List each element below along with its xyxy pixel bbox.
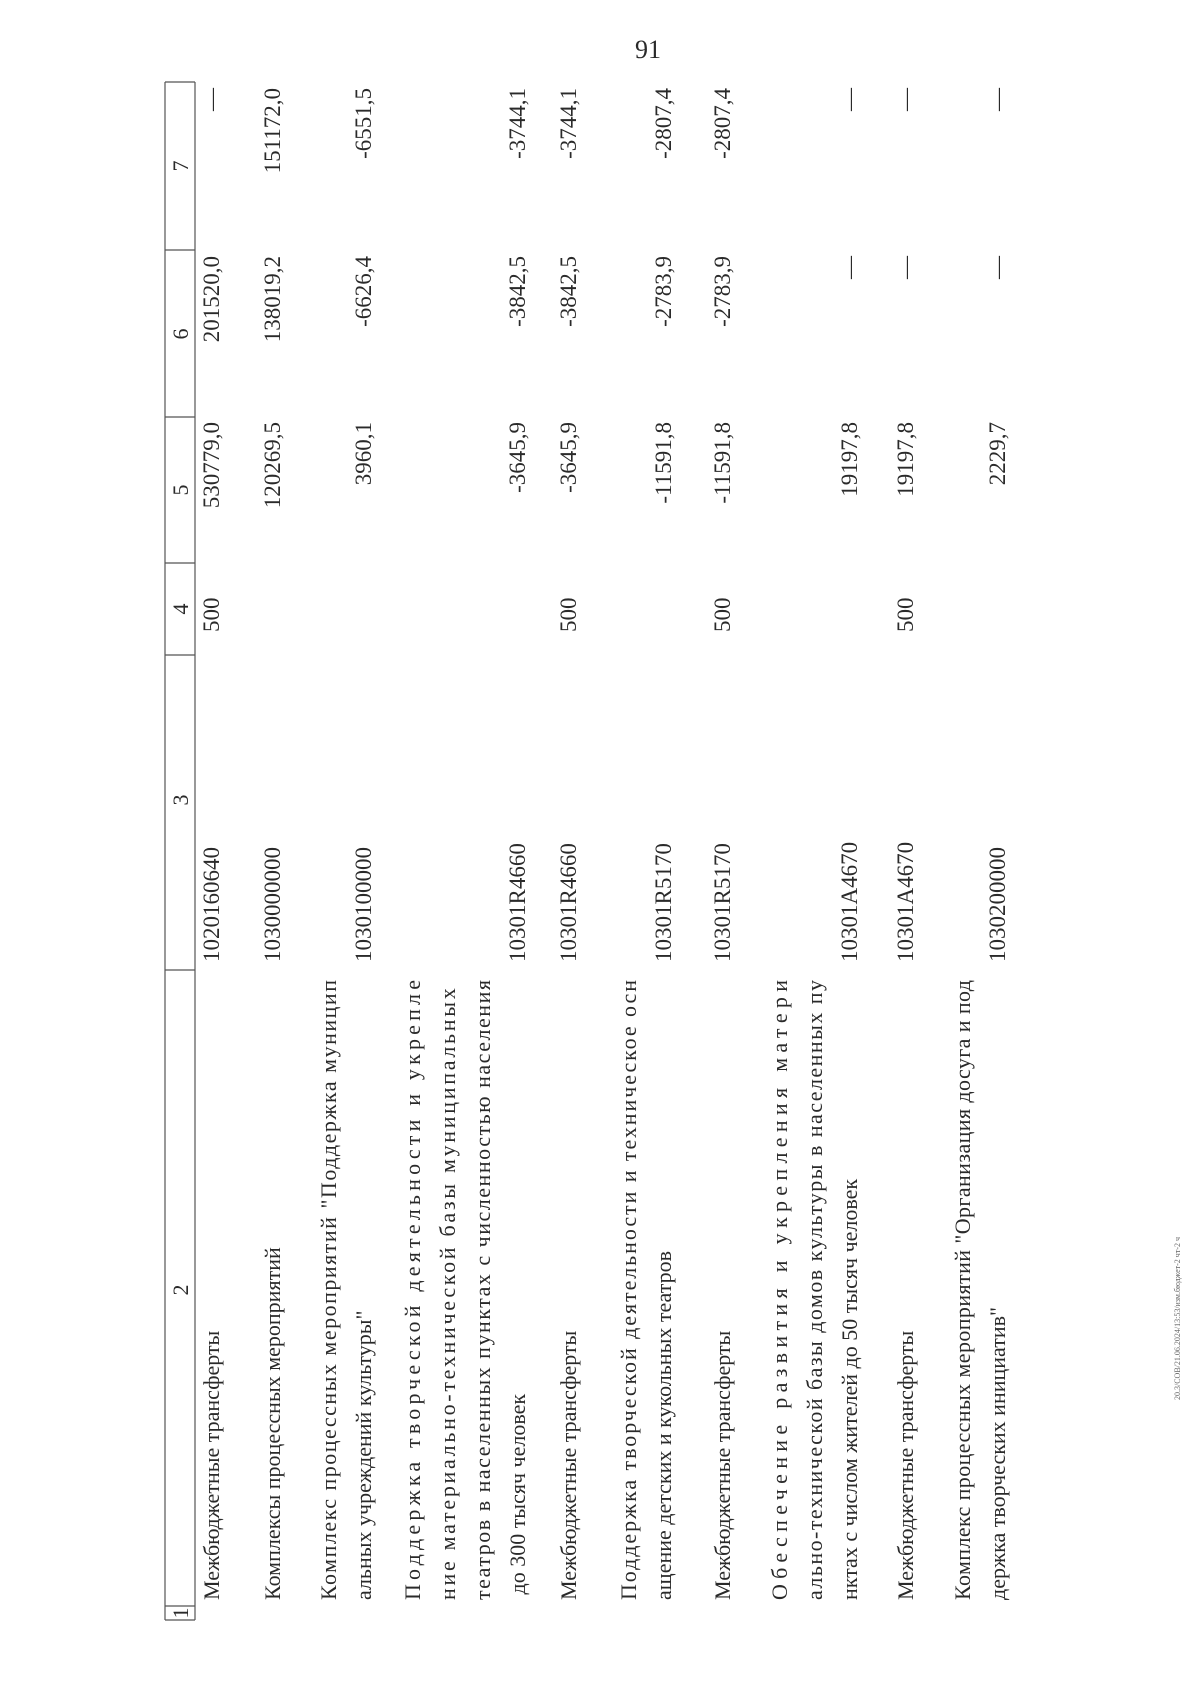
row-value-7: — <box>837 88 862 111</box>
row-code: 1020160640 <box>199 847 224 962</box>
row-value-5: 19197,8 <box>893 422 918 497</box>
row-value-6: -3842,5 <box>505 256 530 327</box>
row-value-7: -2807,4 <box>710 88 735 159</box>
row-value-7: -3744,1 <box>556 88 581 159</box>
row-code: 1030200000 <box>985 847 1010 962</box>
row-value-5: -11591,8 <box>651 422 676 504</box>
row-name: Поддержка творческой деятельности и укрепление материально-технической базы муниципальных театров в населенных пунктах с численностью населения до 300 тысяч человек <box>400 979 530 1600</box>
row-type: 500 <box>893 597 918 632</box>
row-name: Комплекс процессных мероприятий "Организация досуга и поддержка творческих инициатив" <box>950 980 1010 1600</box>
row-name: Межбюджетные трансферты <box>556 1330 581 1600</box>
row-code: 10301R5170 <box>710 843 735 962</box>
row-value-6: 201520,0 <box>199 256 224 343</box>
row-value-5: 19197,8 <box>837 422 862 497</box>
row-name: Комплекс процессных мероприятий "Поддержка муниципальных учреждений культуры" <box>316 980 376 1600</box>
row-value-7: — <box>893 88 918 111</box>
row-name: Межбюджетные трансферты <box>710 1330 735 1600</box>
row-name: Межбюджетные трансферты <box>893 1330 918 1600</box>
table-row <box>767 87 862 1600</box>
footer-note: 20.3/СОВ/21.06.2024/13:53/изм.бюджет-2 чт-2 ч <box>1173 1236 1182 1400</box>
row-value-5: 120269,5 <box>260 422 285 509</box>
row-value-7: -3744,1 <box>505 88 530 159</box>
row-name: Поддержка творческой деятельности и техническое оснащение детских и кукольных театров <box>616 980 676 1600</box>
row-value-5: -3645,9 <box>556 422 581 493</box>
column-header-2: 2 <box>168 1284 193 1296</box>
row-code: 10301A4670 <box>837 841 862 962</box>
table-row <box>616 88 676 1600</box>
table-body <box>199 87 1010 1600</box>
row-code: 10301R5170 <box>651 843 676 962</box>
row-type: 500 <box>556 597 581 632</box>
row-value-7: — <box>199 88 224 111</box>
table-row <box>400 88 530 1600</box>
row-code: 10301R4660 <box>556 843 581 962</box>
row-value-7: -6551,5 <box>351 88 376 159</box>
page-number: 91 <box>635 35 661 64</box>
row-value-5: -3645,9 <box>505 422 530 493</box>
row-value-7: — <box>985 88 1010 111</box>
row-code: 1030000000 <box>260 847 285 962</box>
row-code: 10301R4660 <box>505 843 530 962</box>
row-value-6: -6626,4 <box>351 256 376 327</box>
column-header-1: 1 <box>168 1607 193 1619</box>
row-value-5: -11591,8 <box>710 422 735 504</box>
column-header-5: 5 <box>168 484 193 496</box>
row-value-7: 151172,0 <box>260 88 285 174</box>
row-value-7: -2807,4 <box>651 88 676 159</box>
row-value-6: -2783,9 <box>710 256 735 327</box>
column-header-3: 3 <box>168 794 193 806</box>
row-code: 1030100000 <box>351 847 376 962</box>
budget-table <box>165 82 1010 1620</box>
row-code: 10301A4670 <box>893 841 918 962</box>
row-type: 500 <box>199 597 224 632</box>
table-row <box>316 88 376 1600</box>
row-value-5: 530779,0 <box>199 422 224 509</box>
row-value-5: 2229,7 <box>985 422 1010 486</box>
row-type: 500 <box>710 597 735 632</box>
row-name: Обеспечение развития и укрепления материально-технической базы домов культуры в населенных пунктах с числом жителей до 50 тысяч человек <box>767 979 862 1600</box>
table-row <box>950 87 1010 1600</box>
row-value-6: -3842,5 <box>556 256 581 327</box>
row-value-6: — <box>985 256 1010 279</box>
table-grid <box>165 82 195 1620</box>
table-header <box>168 161 193 1619</box>
row-value-5: 3960,1 <box>351 422 376 486</box>
table-row <box>199 87 224 1600</box>
column-header-4: 4 <box>168 603 193 615</box>
row-value-6: 138019,2 <box>260 256 285 343</box>
table-row <box>893 87 918 1600</box>
column-header-6: 6 <box>168 328 193 340</box>
table-row <box>556 88 581 1600</box>
row-value-6: — <box>837 256 862 279</box>
row-value-6: -2783,9 <box>651 256 676 327</box>
row-value-6: — <box>893 256 918 279</box>
row-name: Межбюджетные трансферты <box>199 1330 224 1600</box>
table-row <box>710 88 735 1600</box>
row-name: Комплексы процессных мероприятий <box>260 1247 285 1600</box>
column-header-7: 7 <box>168 160 193 172</box>
table-row <box>260 88 285 1600</box>
